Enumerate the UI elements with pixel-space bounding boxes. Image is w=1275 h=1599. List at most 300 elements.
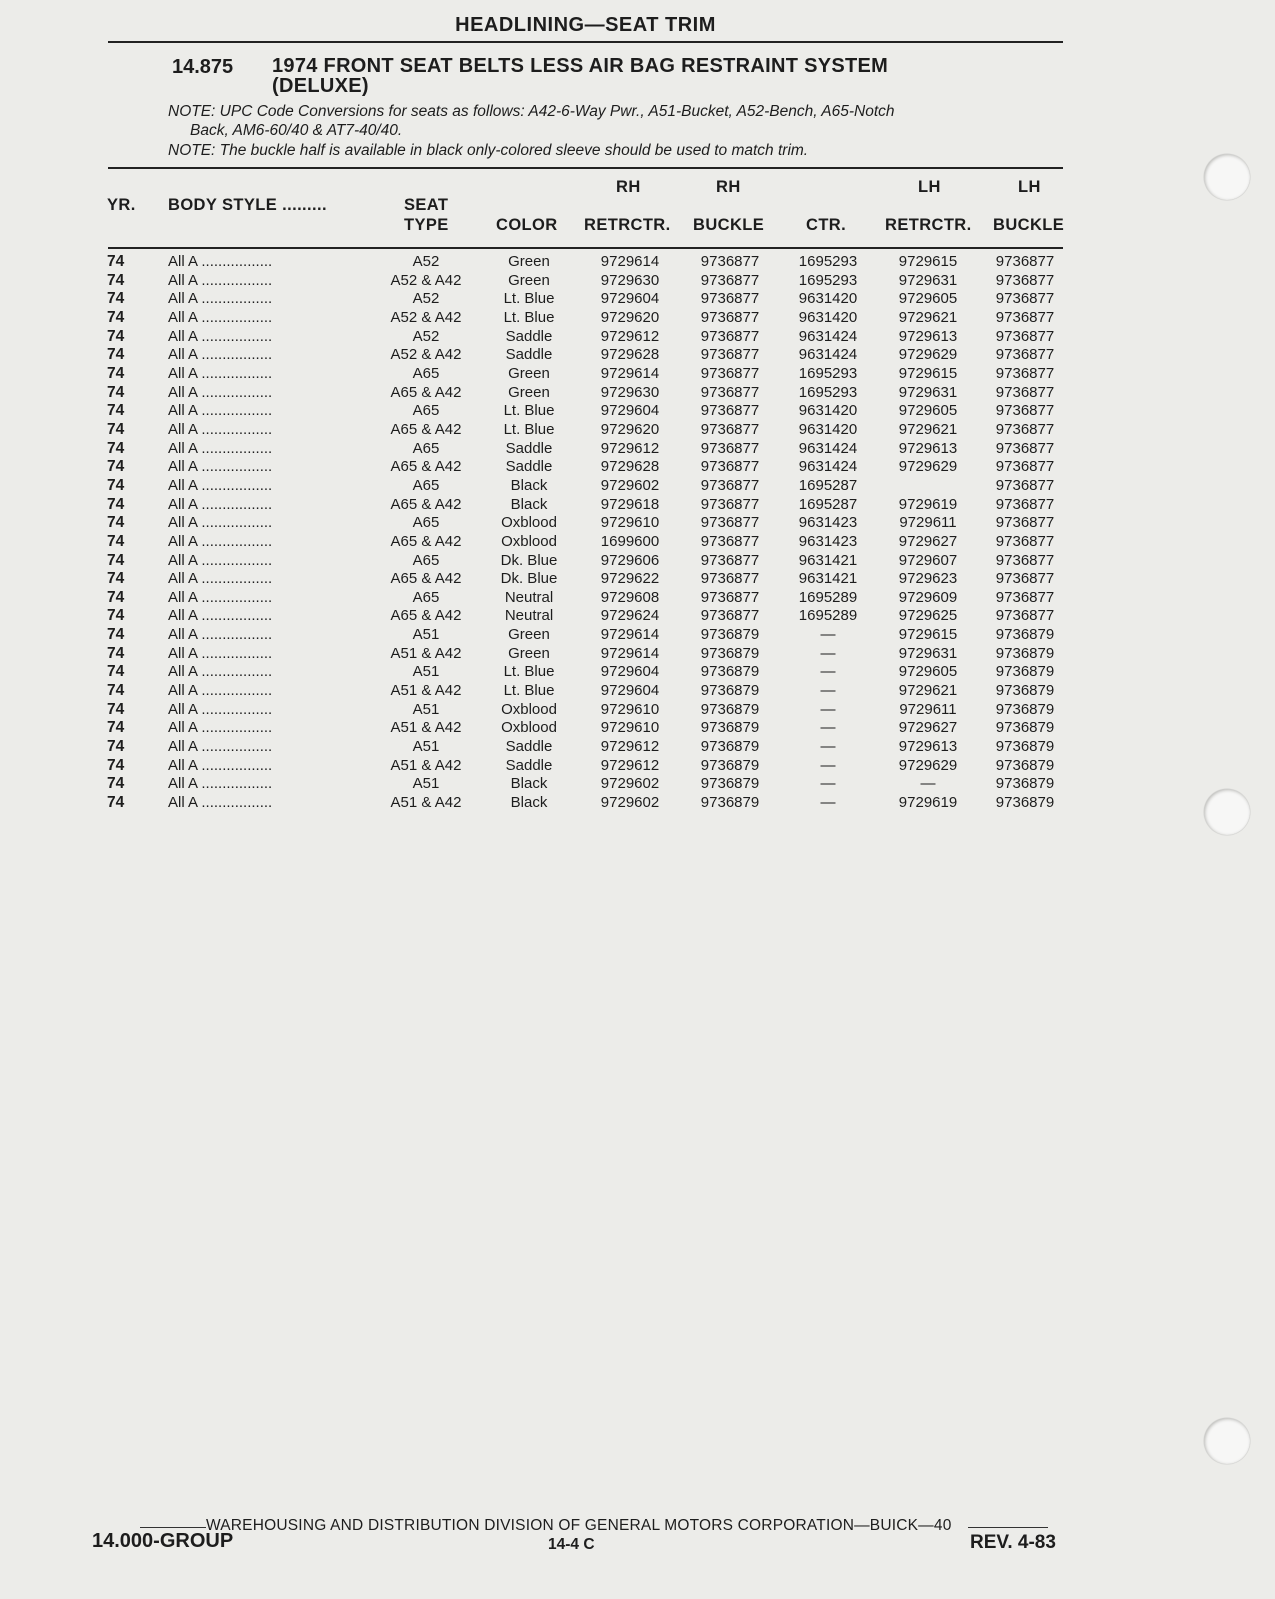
cell-rh-buckle: 9736877 — [700, 308, 760, 326]
table-row — [0, 421, 1275, 440]
cell-color: Neutral — [504, 588, 554, 606]
cell-center: — — [820, 756, 836, 774]
cell-color: Black — [510, 794, 548, 812]
cell-color: Lt. Blue — [503, 402, 555, 420]
cell-center: — — [820, 644, 836, 662]
cell-lh-retractor: 9729613 — [898, 327, 958, 345]
cell-rh-retractor: 9729610 — [600, 719, 660, 737]
cell-lh-retractor: — — [920, 775, 936, 793]
cell-body-style: All A ................. — [168, 607, 273, 625]
cell-center: 9631420 — [798, 290, 858, 308]
cell-rh-buckle: 9736877 — [700, 551, 760, 569]
cell-rh-buckle: 9736877 — [700, 364, 760, 382]
cell-rh-buckle: 9736877 — [700, 346, 760, 364]
cell-rh-retractor: 9729622 — [600, 570, 660, 588]
cell-seat-type: A65 — [412, 588, 440, 606]
cell-rh-buckle: 9736877 — [700, 495, 760, 513]
cell-rh-buckle: 9736879 — [700, 700, 760, 718]
cell-center: — — [820, 794, 836, 812]
cell-rh-buckle: 9736879 — [700, 756, 760, 774]
cell-rh-retractor: 9729624 — [600, 607, 660, 625]
footer-group: 14.000-GROUP — [92, 1530, 234, 1552]
cell-body-style: All A ................. — [168, 700, 273, 718]
cell-seat-type: A51 — [412, 775, 440, 793]
table-row — [0, 626, 1275, 645]
cell-color: Dk. Blue — [500, 570, 558, 588]
cell-lh-buckle: 9736877 — [995, 570, 1055, 588]
cell-body-style: All A ................. — [168, 364, 273, 382]
cell-color: Oxblood — [501, 700, 557, 718]
note-buckle: NOTE: The buckle half is available in black only-colored sleeve should be used to match trim. — [168, 142, 809, 159]
table-row — [0, 514, 1275, 533]
cell-lh-retractor: 9729615 — [898, 626, 958, 644]
cell-center: 1695293 — [798, 271, 858, 289]
cell-rh-buckle: 9736877 — [700, 476, 760, 494]
note-upc-line1: NOTE: UPC Code Conversions for seats as follows: A42-6-Way Pwr., A51-Bucket, A52-Bench, A65-Notch — [168, 103, 895, 120]
col-color: COLOR — [496, 216, 558, 234]
cell-year: 74 — [107, 495, 125, 513]
cell-rh-buckle: 9736877 — [700, 570, 760, 588]
cell-body-style: All A ................. — [168, 346, 273, 364]
col-yr: YR. — [107, 196, 136, 214]
cell-rh-retractor: 9729612 — [600, 756, 660, 774]
cell-body-style: All A ................. — [168, 308, 273, 326]
cell-color: Saddle — [505, 439, 553, 457]
cell-seat-type: A51 — [412, 626, 440, 644]
table-row — [0, 253, 1275, 272]
table-row — [0, 701, 1275, 720]
cell-lh-buckle: 9736877 — [995, 551, 1055, 569]
cell-lh-retractor: 9729615 — [898, 364, 958, 382]
cell-rh-retractor: 9729618 — [600, 495, 660, 513]
cell-rh-buckle: 9736879 — [700, 626, 760, 644]
cell-color: Lt. Blue — [503, 308, 555, 326]
table-row — [0, 458, 1275, 477]
cell-rh-buckle: 9736877 — [700, 439, 760, 457]
cell-center: 9631420 — [798, 402, 858, 420]
cell-body-style: All A ................. — [168, 253, 273, 270]
table-row — [0, 663, 1275, 682]
cell-lh-buckle: 9736879 — [995, 719, 1055, 737]
cell-rh-buckle: 9736879 — [700, 794, 760, 812]
cell-body-style: All A ................. — [168, 290, 273, 308]
cell-lh-buckle: 9736877 — [995, 271, 1055, 289]
table-row — [0, 738, 1275, 757]
cell-lh-buckle: 9736879 — [995, 682, 1055, 700]
table-row — [0, 440, 1275, 459]
cell-rh-retractor: 9729602 — [600, 476, 660, 494]
cell-seat-type: A51 — [412, 738, 440, 756]
cell-center: 9631423 — [798, 514, 858, 532]
cell-lh-buckle: 9736877 — [995, 383, 1055, 401]
cell-year: 74 — [107, 476, 125, 494]
cell-rh-retractor: 9729606 — [600, 551, 660, 569]
table-row — [0, 402, 1275, 421]
cell-year: 74 — [107, 532, 125, 550]
cell-lh-retractor: 9729611 — [899, 514, 957, 532]
cell-body-style: All A ................. — [168, 420, 273, 438]
cell-rh-buckle: 9736879 — [700, 719, 760, 737]
cell-body-style: All A ................. — [168, 794, 273, 812]
cell-color: Neutral — [504, 607, 554, 625]
cell-lh-retractor: 9729621 — [898, 682, 958, 700]
cell-lh-buckle: 9736877 — [995, 439, 1055, 457]
cell-lh-buckle: 9736877 — [995, 607, 1055, 625]
cell-body-style: All A ................. — [168, 327, 273, 345]
table-row — [0, 589, 1275, 608]
footer-rule-left — [140, 1527, 206, 1528]
cell-body-style: All A ................. — [168, 738, 273, 756]
table-row — [0, 477, 1275, 496]
cell-center: 9631420 — [798, 308, 858, 326]
cell-color: Saddle — [505, 756, 553, 774]
cell-rh-retractor: 9729608 — [600, 588, 660, 606]
cell-rh-retractor: 9729630 — [600, 383, 660, 401]
cell-color: Green — [508, 626, 550, 644]
cell-center: 1695287 — [798, 476, 858, 494]
cell-center: 9631421 — [798, 551, 858, 569]
cell-lh-buckle: 9736877 — [995, 327, 1055, 345]
col-lh-retractor-bottom: RETRCTR. — [885, 216, 972, 234]
footer-page-number: 14-4 C — [548, 1536, 595, 1553]
cell-seat-type: A65 — [412, 476, 440, 494]
col-ctr: CTR. — [806, 216, 847, 234]
cell-body-style: All A ................. — [168, 719, 273, 737]
cell-body-style: All A ................. — [168, 532, 273, 550]
cell-year: 74 — [107, 402, 125, 420]
cell-center: — — [820, 700, 836, 718]
cell-seat-type: A65 — [412, 364, 440, 382]
cell-seat-type: A65 & A42 — [390, 458, 462, 476]
cell-lh-buckle: 9736877 — [995, 420, 1055, 438]
cell-center: 9631424 — [798, 346, 858, 364]
cell-body-style: All A ................. — [168, 439, 273, 457]
cell-lh-buckle: 9736879 — [995, 756, 1055, 774]
cell-lh-retractor: 9729605 — [898, 402, 958, 420]
cell-lh-retractor: 9729619 — [898, 794, 958, 812]
cell-rh-retractor: 9729604 — [600, 663, 660, 681]
cell-lh-buckle: 9736879 — [995, 738, 1055, 756]
table-row — [0, 570, 1275, 589]
cell-center: — — [820, 626, 836, 644]
col-seat-top: SEAT — [404, 196, 449, 214]
cell-lh-retractor: 9729629 — [898, 458, 958, 476]
cell-rh-retractor: 9729628 — [600, 458, 660, 476]
cell-seat-type: A51 — [412, 663, 440, 681]
cell-rh-retractor: 9729612 — [600, 327, 660, 345]
cell-year: 74 — [107, 756, 125, 774]
cell-lh-buckle: 9736877 — [995, 495, 1055, 513]
cell-seat-type: A65 — [412, 551, 440, 569]
cell-center: 1695289 — [798, 607, 858, 625]
cell-rh-buckle: 9736877 — [700, 271, 760, 289]
cell-seat-type: A65 & A42 — [390, 383, 462, 401]
cell-center: — — [820, 738, 836, 756]
cell-lh-retractor: 9729609 — [898, 588, 958, 606]
cell-seat-type: A51 & A42 — [390, 794, 462, 812]
cell-color: Saddle — [505, 458, 553, 476]
cell-color: Black — [510, 775, 548, 793]
cell-seat-type: A65 & A42 — [390, 607, 462, 625]
cell-body-style: All A ................. — [168, 644, 273, 662]
cell-body-style: All A ................. — [168, 756, 273, 774]
cell-color: Saddle — [505, 346, 553, 364]
cell-seat-type: A65 & A42 — [390, 532, 462, 550]
col-body-style: BODY STYLE ......... — [168, 196, 327, 214]
cell-year: 74 — [107, 682, 125, 700]
cell-rh-retractor: 1699600 — [600, 532, 660, 550]
cell-body-style: All A ................. — [168, 495, 273, 513]
cell-seat-type: A52 — [412, 290, 440, 308]
cell-center: 9631423 — [798, 532, 858, 550]
cell-center: — — [820, 663, 836, 681]
cell-lh-retractor: 9729621 — [898, 420, 958, 438]
cell-body-style: All A ................. — [168, 663, 273, 681]
cell-seat-type: A65 & A42 — [390, 495, 462, 513]
cell-seat-type: A51 & A42 — [390, 756, 462, 774]
cell-color: Oxblood — [501, 532, 557, 550]
cell-center: 1695293 — [798, 364, 858, 382]
col-lh-retractor-top: LH — [918, 178, 941, 196]
cell-lh-buckle: 9736877 — [995, 532, 1055, 550]
cell-seat-type: A51 — [412, 700, 440, 718]
table-row — [0, 775, 1275, 794]
cell-color: Saddle — [505, 738, 553, 756]
col-rh-retractor-top: RH — [616, 178, 641, 196]
cell-lh-buckle: 9736879 — [995, 626, 1055, 644]
table-row — [0, 682, 1275, 701]
table-row — [0, 757, 1275, 776]
cell-lh-buckle: 9736877 — [995, 588, 1055, 606]
cell-lh-retractor: 9729605 — [898, 663, 958, 681]
cell-lh-retractor: 9729629 — [898, 346, 958, 364]
cell-year: 74 — [107, 420, 125, 438]
cell-year: 74 — [107, 570, 125, 588]
cell-color: Green — [508, 364, 550, 382]
cell-year: 74 — [107, 644, 125, 662]
footer-rule-right — [968, 1527, 1048, 1528]
cell-seat-type: A51 & A42 — [390, 644, 462, 662]
cell-year: 74 — [107, 551, 125, 569]
cell-lh-retractor: 9729627 — [898, 719, 958, 737]
table-row — [0, 607, 1275, 626]
cell-lh-buckle: 9736877 — [995, 402, 1055, 420]
cell-year: 74 — [107, 346, 125, 364]
cell-year: 74 — [107, 514, 125, 532]
cell-seat-type: A52 — [412, 253, 440, 270]
cell-rh-buckle: 9736879 — [700, 738, 760, 756]
cell-lh-buckle: 9736877 — [995, 458, 1055, 476]
cell-rh-retractor: 9729620 — [600, 308, 660, 326]
cell-year: 74 — [107, 439, 125, 457]
cell-year: 74 — [107, 271, 125, 289]
cell-lh-buckle: 9736877 — [995, 308, 1055, 326]
table-row — [0, 290, 1275, 309]
cell-center: 9631421 — [798, 570, 858, 588]
table-header-rule — [108, 247, 1063, 249]
cell-rh-buckle: 9736877 — [700, 458, 760, 476]
cell-color: Dk. Blue — [500, 551, 558, 569]
table-row — [0, 346, 1275, 365]
col-rh-buckle-bottom: BUCKLE — [693, 216, 765, 234]
page-header: HEADLINING—SEAT TRIM — [455, 14, 716, 36]
table-body — [0, 253, 1275, 813]
cell-rh-buckle: 9736879 — [700, 644, 760, 662]
col-rh-retractor-bottom: RETRCTR. — [584, 216, 671, 234]
cell-lh-buckle: 9736879 — [995, 644, 1055, 662]
cell-lh-buckle: 9736877 — [995, 346, 1055, 364]
footer-division-line: WAREHOUSING AND DISTRIBUTION DIVISION OF GENERAL MOTORS CORPORATION—BUICK—40 — [206, 1517, 952, 1534]
cell-body-style: All A ................. — [168, 551, 273, 569]
cell-body-style: All A ................. — [168, 626, 273, 644]
cell-color: Black — [510, 476, 548, 494]
cell-seat-type: A65 & A42 — [390, 420, 462, 438]
cell-body-style: All A ................. — [168, 458, 273, 476]
binder-hole-bottom — [1204, 1418, 1250, 1464]
col-seat-bottom: TYPE — [404, 216, 449, 234]
col-lh-buckle-top: LH — [1018, 178, 1041, 196]
cell-color: Lt. Blue — [503, 420, 555, 438]
cell-body-style: All A ................. — [168, 682, 273, 700]
cell-rh-buckle: 9736877 — [700, 514, 760, 532]
cell-color: Oxblood — [501, 514, 557, 532]
cell-seat-type: A52 & A42 — [390, 346, 462, 364]
cell-lh-buckle: 9736877 — [995, 514, 1055, 532]
cell-seat-type: A52 & A42 — [390, 308, 462, 326]
cell-seat-type: A52 — [412, 327, 440, 345]
table-row — [0, 552, 1275, 571]
cell-lh-buckle: 9736879 — [995, 663, 1055, 681]
cell-rh-buckle: 9736877 — [700, 402, 760, 420]
cell-rh-retractor: 9729604 — [600, 402, 660, 420]
cell-rh-buckle: 9736877 — [700, 588, 760, 606]
cell-year: 74 — [107, 458, 125, 476]
cell-rh-retractor: 9729614 — [600, 644, 660, 662]
cell-rh-retractor: 9729602 — [600, 794, 660, 812]
cell-year: 74 — [107, 794, 125, 812]
table-row — [0, 645, 1275, 664]
cell-center: — — [820, 682, 836, 700]
cell-color: Lt. Blue — [503, 682, 555, 700]
cell-lh-retractor: 9729625 — [898, 607, 958, 625]
cell-year: 74 — [107, 253, 125, 270]
section-title-line2: (DELUXE) — [272, 75, 369, 97]
cell-center: — — [820, 775, 836, 793]
cell-rh-buckle: 9736879 — [700, 663, 760, 681]
cell-lh-retractor: 9729615 — [898, 253, 958, 270]
cell-color: Green — [508, 271, 550, 289]
cell-center: 9631420 — [798, 420, 858, 438]
cell-color: Oxblood — [501, 719, 557, 737]
cell-rh-retractor: 9729610 — [600, 514, 660, 532]
cell-center: 9631424 — [798, 327, 858, 345]
cell-rh-retractor: 9729604 — [600, 682, 660, 700]
cell-body-style: All A ................. — [168, 402, 273, 420]
cell-year: 74 — [107, 607, 125, 625]
cell-seat-type: A65 — [412, 402, 440, 420]
table-row — [0, 384, 1275, 403]
table-row — [0, 496, 1275, 515]
cell-lh-buckle: 9736877 — [995, 253, 1055, 270]
col-rh-buckle-top: RH — [716, 178, 741, 196]
section-title — [272, 56, 888, 96]
table-row — [0, 328, 1275, 347]
cell-lh-buckle: 9736877 — [995, 364, 1055, 382]
cell-center: 9631424 — [798, 458, 858, 476]
note-upc-line2: Back, AM6-60/40 & AT7-40/40. — [190, 122, 403, 139]
cell-rh-buckle: 9736877 — [700, 420, 760, 438]
cell-center: 1695293 — [798, 253, 858, 270]
cell-body-style: All A ................. — [168, 775, 273, 793]
cell-year: 74 — [107, 308, 125, 326]
binder-hole-middle — [1204, 789, 1250, 835]
cell-lh-buckle: 9736879 — [995, 775, 1055, 793]
cell-seat-type: A51 & A42 — [390, 682, 462, 700]
cell-lh-retractor: 9729613 — [898, 439, 958, 457]
cell-rh-retractor: 9729614 — [600, 364, 660, 382]
binder-hole-top — [1204, 154, 1250, 200]
cell-year: 74 — [107, 775, 125, 793]
cell-lh-retractor: 9729621 — [898, 308, 958, 326]
cell-body-style: All A ................. — [168, 383, 273, 401]
cell-rh-buckle: 9736877 — [700, 532, 760, 550]
cell-year: 74 — [107, 719, 125, 737]
cell-year: 74 — [107, 738, 125, 756]
cell-year: 74 — [107, 663, 125, 681]
section-number: 14.875 — [172, 56, 234, 78]
cell-lh-buckle: 9736877 — [995, 290, 1055, 308]
cell-lh-retractor: 9729623 — [898, 570, 958, 588]
cell-lh-retractor: 9729631 — [898, 644, 958, 662]
cell-seat-type: A52 & A42 — [390, 271, 462, 289]
cell-lh-retractor: 9729619 — [898, 495, 958, 513]
cell-lh-buckle: 9736879 — [995, 794, 1055, 812]
cell-color: Green — [508, 383, 550, 401]
cell-year: 74 — [107, 364, 125, 382]
cell-seat-type: A65 & A42 — [390, 570, 462, 588]
cell-lh-retractor: 9729613 — [898, 738, 958, 756]
cell-year: 74 — [107, 588, 125, 606]
cell-color: Lt. Blue — [503, 290, 555, 308]
footer-revision: REV. 4-83 — [970, 1532, 1056, 1553]
cell-center: 1695287 — [798, 495, 858, 513]
cell-center: 9631424 — [798, 439, 858, 457]
col-lh-buckle-bottom: BUCKLE — [993, 216, 1065, 234]
table-row — [0, 794, 1275, 813]
cell-year: 74 — [107, 383, 125, 401]
cell-rh-retractor: 9729610 — [600, 700, 660, 718]
cell-year: 74 — [107, 327, 125, 345]
cell-rh-buckle: 9736877 — [700, 253, 760, 270]
cell-rh-buckle: 9736877 — [700, 607, 760, 625]
table-row — [0, 719, 1275, 738]
cell-lh-retractor: 9729627 — [898, 532, 958, 550]
cell-center: 1695293 — [798, 383, 858, 401]
cell-year: 74 — [107, 290, 125, 308]
cell-rh-buckle: 9736877 — [700, 327, 760, 345]
cell-lh-buckle: 9736877 — [995, 476, 1055, 494]
cell-rh-retractor: 9729628 — [600, 346, 660, 364]
cell-lh-retractor: 9729631 — [898, 271, 958, 289]
cell-lh-buckle: 9736879 — [995, 700, 1055, 718]
cell-rh-retractor: 9729614 — [600, 626, 660, 644]
cell-lh-retractor: 9729631 — [898, 383, 958, 401]
table-top-rule — [108, 167, 1063, 169]
cell-rh-buckle: 9736879 — [700, 682, 760, 700]
cell-rh-buckle: 9736877 — [700, 383, 760, 401]
cell-year: 74 — [107, 700, 125, 718]
cell-body-style: All A ................. — [168, 588, 273, 606]
